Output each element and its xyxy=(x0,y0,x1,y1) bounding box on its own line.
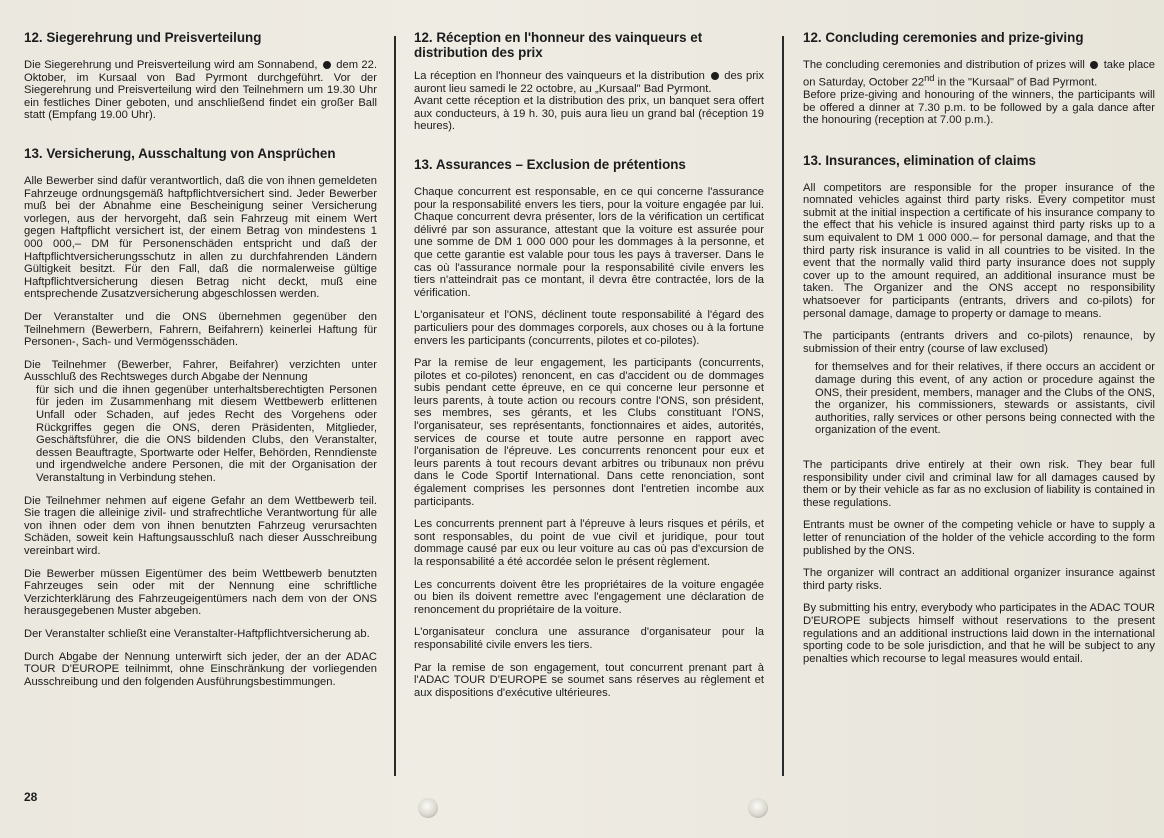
paragraph: Durch Abgabe der Nennung unterwirft sich jeder, der an der ADAC TOUR D'EUROPE teilnimmt, ohne Einschränkung der vorliegenden Ausschreibung und den folgenden Ausführungsbestimmungen. xyxy=(24,650,377,688)
german-column xyxy=(24,30,377,698)
ordinal-suffix: nd xyxy=(924,72,935,83)
bullet-icon xyxy=(711,72,719,80)
paragraph-text: La réception en l'honneur des vainqueurs et la distribution xyxy=(414,70,705,82)
punch-hole xyxy=(748,798,768,818)
paragraph-text: Die Siegerehrung und Preisverteilung wird am Sonnabend, xyxy=(24,59,318,71)
paragraph: By submitting his entry, everybody who participates in the ADAC TOUR D'EUROPE subjects himself without reservations to the present regulations and an additional instructions laid down in the international sporting code to be sole jurisdiction, and that he will be subject to any penalties which recourse to legal measures would entail. xyxy=(803,602,1155,665)
paragraph: Der Veranstalter und die ONS übernehmen gegenüber den Teilnehmern (Bewerbern, Fahrern, Beifahrern) keinerlei Haftung für Personen-, Sach- und Vermögensschäden. xyxy=(24,310,377,349)
paragraph: L'organisateur et l'ONS, déclinent toute responsabilité à l'égard des particuliers pour des dommages corporels, aux choses ou à la fortune envers les participants (concurrents, pilotes et co-pilotes). xyxy=(414,309,764,347)
paragraph: Par la remise de son engagement, tout concurrent prenant part à l'ADAC TOUR D'EUROPE se soumet sans réserves au règlement et aux dispositions d'exécutive ultérieures. xyxy=(414,661,764,699)
paragraph: Par la remise de leur engagement, les participants (concurrents, pilotes et co-pilotes) renoncent, en cas d'accident ou de dommages subis pendant cette épreuve, en ce qui concerne leur personne et leurs parents, à toute action ou recours contre l'ONS, son président, ses membres, ses gérants, et les Clubs constituant l'ONS, l'organisateur, ses représentants, fonctionnaires et aides, autorités, services de course et toute autre personne en rapport avec l'organisation de l'épreuve. Les concurrents renoncent pour eux et leurs parents à tout recours devant arbitres ou tribunaux non prévu dans le Code Sportif International. Dans cette renonciation, sont également comprises les personnes dont l'entretien incombe aux participants. xyxy=(414,357,764,508)
section-13-title: 13. Assurances – Exclusion de prétentions xyxy=(414,156,686,172)
paragraph: L'organisateur conclura une assurance d'organisateur pour la responsabilité civile envers les tiers. xyxy=(414,626,764,651)
paragraph: Der Veranstalter schließt eine Veranstalter-Haftpflichtversicherung ab. xyxy=(24,627,370,640)
indented-paragraph: for themselves and for their relatives, if there occurs an accident or damage during this event, of any action or procedure against the ONS, their president, members, manager and the Clubs of the ONS, the organizer, his commissioners, stewards or assistants, civil authorities, rally services or other persons being connected with the organization of the event. xyxy=(815,361,1155,437)
french-column xyxy=(414,30,764,709)
indented-paragraph: für sich und die ihnen gegenüber unterhaltsberechtigten Personen für jeden im Zusammenhang mit diesem Wettbewerb erlittenen Unfall oder Schaden, auf jedes Recht des Vorgehens oder Rückgriffes gegen die ONS, deren Präsidenten, Mitglieder, Geschäftsführer, die die ONS bildenden Clubs, den Veranstalter, dessen Beauftragte, Sportwarte oder Helfer, Behörden, Renndienste und irgendwelche andere Personen, die mit der Organisation der Veranstaltung in Verbindung stehen. xyxy=(36,383,377,485)
paragraph: Die Teilnehmer (Bewerber, Fahrer, Beifahrer) verzichten unter Ausschluß des Rechtsweges durch Abgabe der Nennung xyxy=(24,358,377,384)
paragraph: Chaque concurrent est responsable, en ce qui concerne l'assurance pour la responsabilité envers les tiers, pour la voiture engagée par lui. Chaque concurrent devra présenter, lors de la vérification un certificat délivré par son assurance, attestant que la voiture est assurée pour une somme de DM 1 000 000 pour les dommages à la personne, et que cette garantie est valable pour tous les pays à traverser. Dans le cas où l'assurance normale pour la responsabilité civile envers les tiers n'atteindrait pas ce montant, il devra être contractée, lors de la vérification. xyxy=(414,185,764,299)
paragraph: Avant cette réception et la distribution des prix, un banquet sera offert aux conducteurs, à 19 h. 30, puis aura lieu un grand bal (réception 19 heures). xyxy=(414,95,764,133)
paragraph: Die Teilnehmer nehmen auf eigene Gefahr an dem Wettbewerb teil. Sie tragen die alleinige zivil- und strafrechtliche Verantwortung für alle von ihnen oder dem von ihnen benutzten Fahrzeug verursachten Schäden, soweit kein Haftungsausschluß nach dieser Ausschreibung vereinbart wird. xyxy=(24,494,377,557)
bullet-icon xyxy=(1090,61,1098,69)
section-13-title: 13. Insurances, elimination of claims xyxy=(803,152,1036,168)
paragraph: Alle Bewerber sind dafür verantwortlich, daß die von ihnen gemeldeten Fahrzeuge ordnungsgemäß haftpflichtversichert sind. Jeder Bewerber muß bei der Abnahme eine Bescheinigung seiner Versicherung vorlegen, aus der hervorgeht, daß sein Fahrzeug mit einem Wert gegen Haftpflicht versichert ist, der einem Betrag von mindestens 1 000 000,– DM für Personenschäden entspricht und daß der Haftpflichtversicherungsschutz in allen zu durchfahrenden Ländern Gültigkeit besitzt. Für den Fall, daß die normalerweise gültige Haftpflichtversicherung diesen Betrag nicht deckt, muß eine entsprechende Zusatzversicherung abgeschlossen werden. xyxy=(24,174,377,301)
paragraph: Les concurrents prennent part à l'épreuve à leurs risques et périls, et sont responsables, du point de vue civil et juridique, pour tout dommage causé par eux ou leur voiture au cas où pas d'excursion de la responsabilité a été accordée selon le présent règlement. xyxy=(414,518,764,568)
paragraph: All competitors are responsible for the proper insurance of the nomnated vehicles against third party risks. Every competitor must submit at the initial inspection a certificate of his insurance company to the effect that his vehicle is insured against third party risks up to a sum equivalent to DM 1 000 000.– for personal damage, and that the third party risk insurance is valid in all countries to be visited. In the event that the normally valid third party insurance does not supply cover up to the amount required, an additional insurance must be taken. The Organizer and the ONS accept no responsibility whatsoever for participants (entrants, drivers and co-pilots) for personal damage, damage to property or damage to means. xyxy=(803,181,1155,320)
paragraph: The participants (entrants drivers and co-pilots) renaunce, by submission of their entry (course of law exclused) xyxy=(803,330,1155,355)
paragraph-text: des prix auront lieu samedi le 22 octobre, au „Kursaal" Bad Pyrmont. xyxy=(414,70,765,95)
paragraph: Les concurrents doivent être les propriétaires de la voiture engagée ou bien ils doivent remettre avec l'engagement une déclaration de renoncement du propriétaire de la voiture. xyxy=(414,578,764,616)
paragraph xyxy=(24,59,377,122)
column-divider xyxy=(394,36,396,776)
punch-hole xyxy=(418,798,438,818)
bullet-icon xyxy=(323,61,331,69)
paragraph-text: The concluding ceremonies and distribution of prizes will xyxy=(803,59,1085,71)
paragraph-text: dem 22. Oktober, im Kursaal von Bad Pyrmont durchgeführt. Vor der Siegerehrung und Preisverteilung wird den Teilnehmern um 19.30 Uhr ein festliches Diner geboten, und anschließend findet ein großer Ball statt (Empfang 19.00 Uhr). xyxy=(24,59,377,122)
paragraph: The participants drive entirely at their own risk. They bear full responsibility under civil and criminal law for all damages caused by them or by their vehicle as far as no exclusion of liability is contained in these regulations. xyxy=(803,458,1155,509)
paragraph: Entrants must be owner of the competing vehicle or have to supply a letter of renunciation of the holder of the vehicle according to the form published by the ONS. xyxy=(803,519,1155,557)
english-column xyxy=(803,30,1155,675)
section-13-title: 13. Versicherung, Ausschaltung von Ansprüchen xyxy=(24,145,336,161)
paragraph xyxy=(414,70,764,95)
paragraph-text: take place on Saturday, October 22 xyxy=(803,59,1155,89)
section-12-title: 12. Réception en l'honneur des vainqueurs et distribution des prix xyxy=(414,30,703,60)
section-12-title: 12. Concluding ceremonies and prize-giving xyxy=(803,30,1084,45)
page-number: 28 xyxy=(24,790,38,804)
paragraph xyxy=(803,59,1155,89)
column-divider xyxy=(782,36,784,776)
paragraph: Before prize-giving and honouring of the winners, the participants will be offered a dinner at 7.30 p.m. to be followed by a gala dance after the honouring (reception at 7.00 p.m.). xyxy=(803,88,1155,127)
paragraph: The organizer will contract an additional organizer insurance against third party risks. xyxy=(803,567,1155,592)
paragraph-text: in the "Kursaal" of Bad Pyrmont. xyxy=(934,76,1098,89)
section-12-title: 12. Siegerehrung und Preisverteilung xyxy=(24,30,262,45)
paragraph: Die Bewerber müssen Eigentümer des beim Wettbewerb benutzten Fahrzeuges sein oder mit der Nennung eine schriftliche Verzichterklärung des Fahrzeugeigentümers nach dem von der ONS herausgegebenen Muster abgeben. xyxy=(24,567,377,618)
